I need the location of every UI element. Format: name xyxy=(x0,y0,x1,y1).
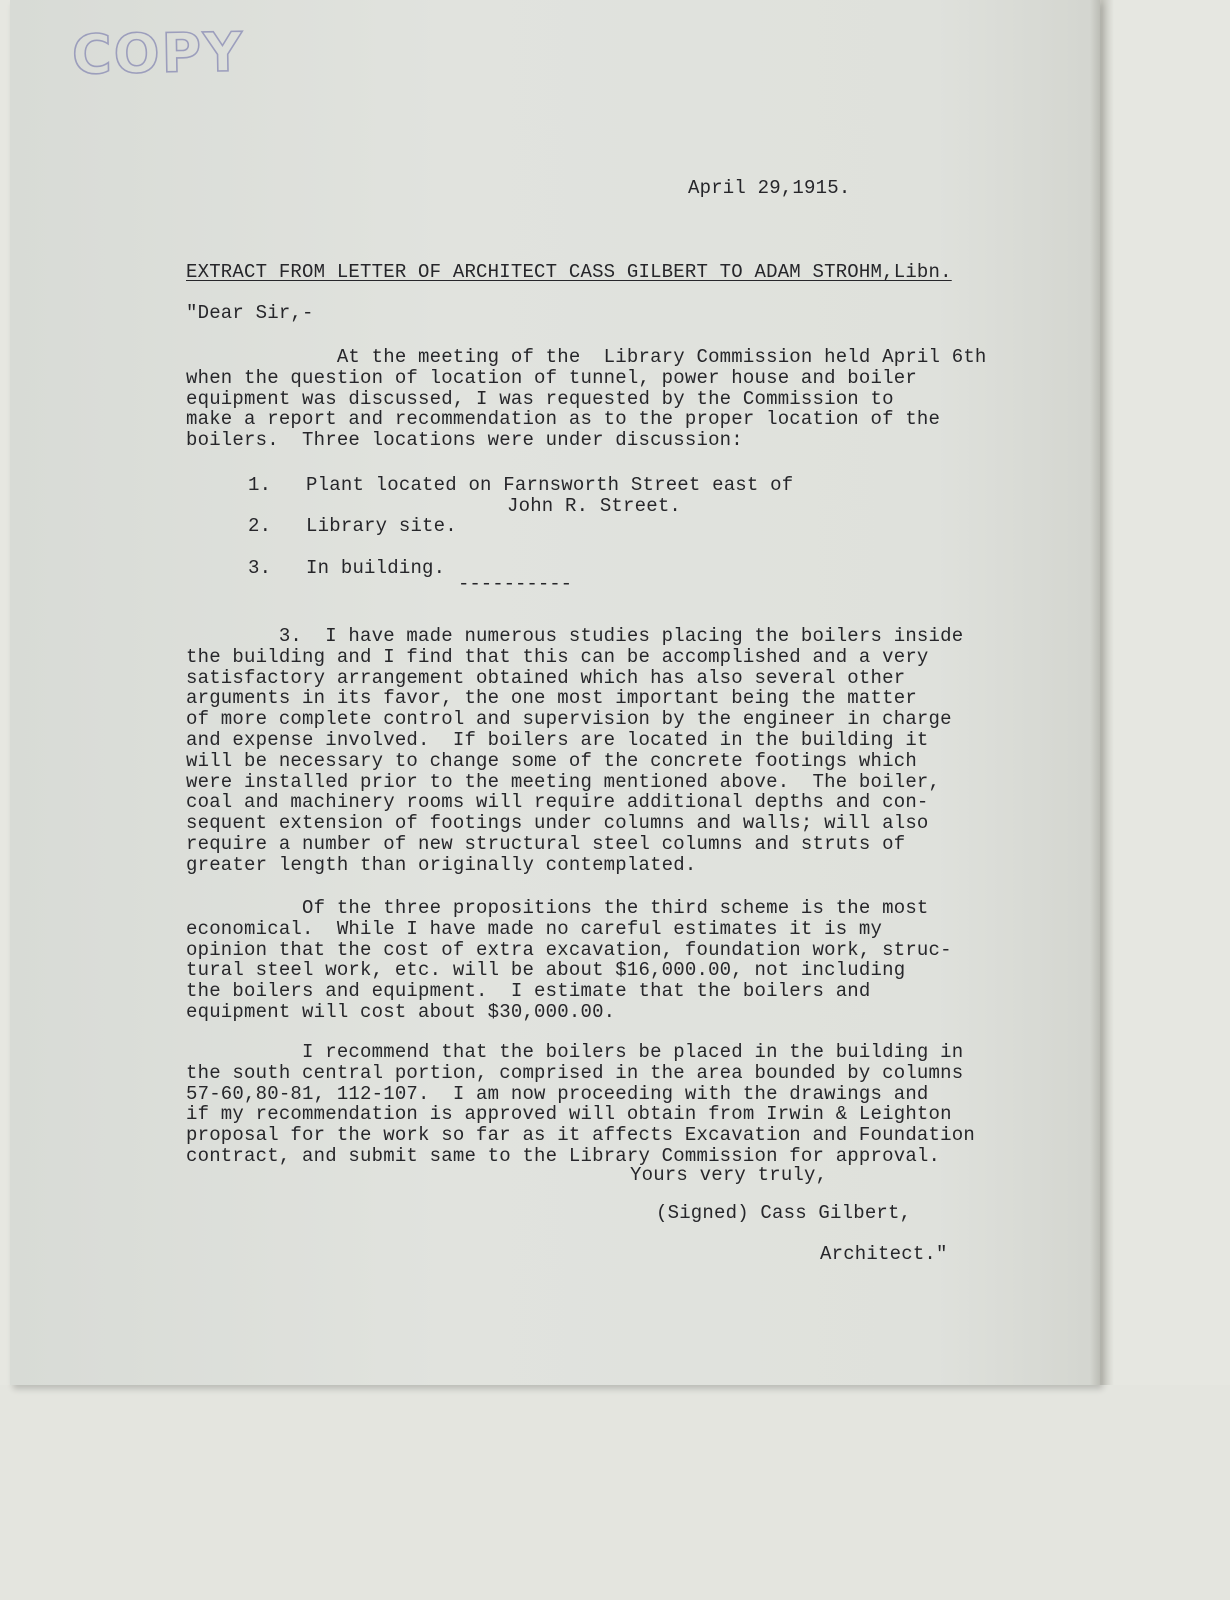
letter-heading: EXTRACT FROM LETTER OF ARCHITECT CASS GILBERT TO ADAM STROHM,Libn. xyxy=(186,261,952,283)
salutation: "Dear Sir,- xyxy=(186,302,314,324)
dash-separator: ---------- xyxy=(458,573,573,595)
list-number: 2. xyxy=(248,515,272,537)
list-item-1-continuation: John R. Street. xyxy=(507,495,682,517)
letter-date: April 29,1915. xyxy=(688,177,851,199)
page-edge-shadow xyxy=(1090,0,1114,1385)
list-text: Library site. xyxy=(306,515,457,537)
paragraph-intro: At the meeting of the Library Commission held April 6th when the question of location of tunnel, power house and boiler equipment was discussed, I was requested by the Commission to make a report and recommendation as to the proper location of the boilers. Three locations were under discussion: xyxy=(186,346,987,452)
scan-background xyxy=(0,1385,1230,1600)
list-number: 1. xyxy=(248,474,272,496)
list-item-2 xyxy=(248,516,457,537)
copy-stamp: COPY xyxy=(71,20,245,87)
signature-line: (Signed) Cass Gilbert, xyxy=(656,1202,912,1224)
list-text: Plant located on Farnsworth Street east of xyxy=(306,474,794,496)
signer-title: Architect." xyxy=(820,1243,948,1265)
list-text: In building. xyxy=(306,557,446,579)
list-item-3 xyxy=(248,558,445,579)
list-item-1 xyxy=(248,475,793,496)
letter-page xyxy=(10,0,1100,1385)
list-number: 3. xyxy=(248,557,272,579)
paragraph-costs: Of the three propositions the third scheme is the most economical. While I have made no careful estimates it is my opinion that the cost of extra excavation, foundation work, struc- tural steel work, etc. will be about $16,000.00, not including the boilers and equipment. I estimate that the boilers and equipment will cost about $30,000.00. xyxy=(186,897,952,1023)
paragraph-recommendation: I recommend that the boilers be placed in the building in the south central portion, comprised in the area bounded by columns 57-60,80-81, 112-107. I am now proceeding with the drawings and if my recommendation is approved will obtain from Irwin & Leighton proposal for the work so far as it affects Excavation and Foundation contract, and submit same to the Library Commission for approval. xyxy=(186,1041,975,1167)
closing: Yours very truly, xyxy=(630,1164,828,1186)
paragraph-studies: 3. I have made numerous studies placing the boilers inside the building and I find that this can be accomplished and a very satisfactory arrangement obtained which has also several other arguments in its favor, the one most important being the matter of more complete control and supervision by the engineer in charge and expense involved. If boilers are located in the building it will be necessary to change some of the concrete footings which were installed prior to the meeting mentioned above. The boiler, coal and machinery rooms will require additional depths and con- sequent extension of footings under columns and walls; will also require a number of new structural steel columns and struts of greater length than originally contemplated. xyxy=(186,625,964,876)
